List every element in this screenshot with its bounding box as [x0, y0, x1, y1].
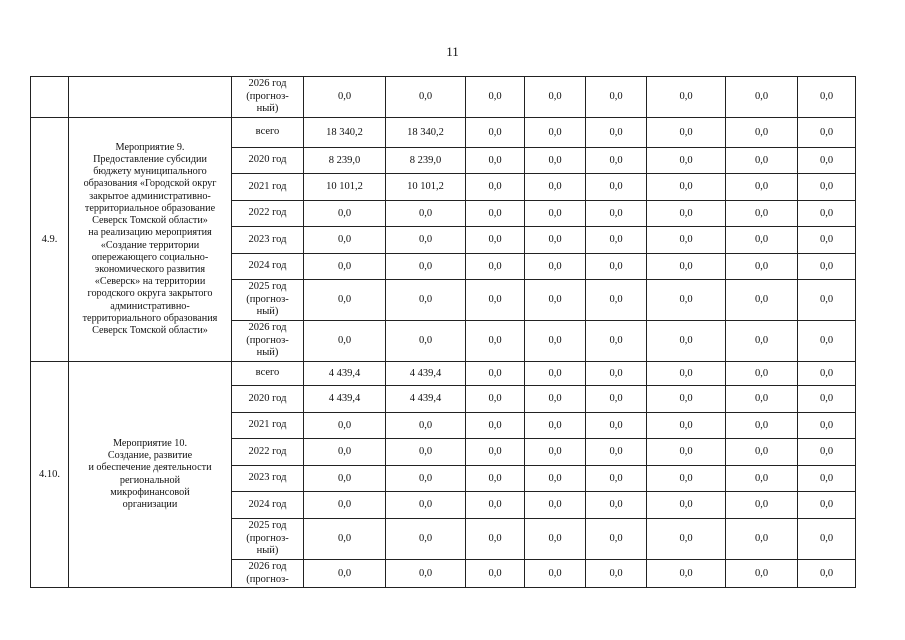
value-cell: 0,0	[586, 386, 647, 413]
value-cell: 0,0	[586, 118, 647, 148]
year-cell: 2022 год	[232, 201, 304, 227]
value-cell: 0,0	[525, 118, 586, 148]
value-cell: 0,0	[466, 77, 525, 118]
value-cell: 0,0	[586, 362, 647, 386]
value-cell: 0,0	[586, 519, 647, 560]
value-cell: 0,0	[647, 77, 726, 118]
value-cell: 0,0	[647, 519, 726, 560]
value-cell: 0,0	[647, 280, 726, 321]
value-cell: 0,0	[466, 174, 525, 201]
value-cell: 0,0	[586, 254, 647, 280]
value-cell: 0,0	[798, 466, 856, 492]
value-cell: 0,0	[798, 386, 856, 413]
value-cell: 0,0	[525, 560, 586, 588]
value-cell: 0,0	[525, 77, 586, 118]
value-cell: 0,0	[647, 227, 726, 254]
year-cell: 2023 год	[232, 227, 304, 254]
value-cell: 0,0	[798, 174, 856, 201]
activity-number: 4.9.	[31, 118, 69, 362]
value-cell: 0,0	[304, 439, 386, 466]
value-cell: 0,0	[466, 118, 525, 148]
value-cell: 4 439,4	[304, 386, 386, 413]
year-cell: 2026 год (прогноз-	[232, 560, 304, 588]
value-cell: 0,0	[647, 118, 726, 148]
value-cell: 0,0	[647, 466, 726, 492]
value-cell: 0,0	[798, 280, 856, 321]
value-cell: 0,0	[798, 439, 856, 466]
value-cell: 0,0	[647, 492, 726, 519]
table-body	[31, 77, 856, 588]
year-cell: всего	[232, 118, 304, 148]
year-cell: 2024 год	[232, 492, 304, 519]
value-cell: 0,0	[304, 519, 386, 560]
value-cell: 0,0	[525, 386, 586, 413]
year-cell: 2021 год	[232, 174, 304, 201]
value-cell: 0,0	[726, 413, 798, 439]
value-cell: 0,0	[798, 413, 856, 439]
value-cell: 0,0	[726, 560, 798, 588]
value-cell: 0,0	[586, 439, 647, 466]
value-cell: 0,0	[798, 77, 856, 118]
value-cell: 0,0	[304, 321, 386, 362]
value-cell: 0,0	[798, 321, 856, 362]
table-row	[31, 362, 856, 386]
value-cell: 4 439,4	[386, 362, 466, 386]
value-cell: 0,0	[647, 560, 726, 588]
value-cell: 0,0	[466, 466, 525, 492]
year-cell: 2026 год (прогноз- ный)	[232, 321, 304, 362]
value-cell: 0,0	[466, 321, 525, 362]
value-cell: 0,0	[586, 77, 647, 118]
value-cell: 0,0	[466, 560, 525, 588]
value-cell: 0,0	[586, 174, 647, 201]
value-cell: 0,0	[466, 413, 525, 439]
value-cell: 4 439,4	[304, 362, 386, 386]
value-cell: 8 239,0	[304, 148, 386, 174]
value-cell: 0,0	[525, 492, 586, 519]
activity-name-cell	[69, 118, 232, 362]
value-cell: 0,0	[647, 148, 726, 174]
value-cell: 0,0	[726, 227, 798, 254]
number-cell-empty	[31, 77, 69, 118]
table-row	[31, 118, 856, 148]
value-cell: 0,0	[525, 321, 586, 362]
value-cell: 0,0	[466, 254, 525, 280]
value-cell: 0,0	[466, 439, 525, 466]
value-cell: 0,0	[586, 148, 647, 174]
value-cell: 0,0	[726, 254, 798, 280]
value-cell: 0,0	[466, 492, 525, 519]
value-cell: 0,0	[647, 321, 726, 362]
value-cell: 0,0	[586, 492, 647, 519]
year-cell: 2024 год	[232, 254, 304, 280]
value-cell: 0,0	[525, 280, 586, 321]
value-cell: 0,0	[525, 148, 586, 174]
value-cell: 0,0	[304, 77, 386, 118]
value-cell: 0,0	[466, 280, 525, 321]
value-cell: 0,0	[726, 280, 798, 321]
value-cell: 0,0	[304, 560, 386, 588]
value-cell: 0,0	[386, 201, 466, 227]
year-cell: 2021 год	[232, 413, 304, 439]
value-cell: 0,0	[586, 280, 647, 321]
value-cell: 0,0	[586, 413, 647, 439]
value-cell: 0,0	[466, 519, 525, 560]
value-cell: 0,0	[586, 321, 647, 362]
value-cell: 0,0	[798, 362, 856, 386]
value-cell: 0,0	[525, 201, 586, 227]
value-cell: 0,0	[586, 227, 647, 254]
value-cell: 0,0	[304, 201, 386, 227]
value-cell: 0,0	[798, 492, 856, 519]
value-cell: 0,0	[466, 386, 525, 413]
budget-table	[30, 76, 856, 588]
value-cell: 0,0	[647, 362, 726, 386]
value-cell: 8 239,0	[386, 148, 466, 174]
value-cell: 0,0	[726, 321, 798, 362]
value-cell: 0,0	[647, 413, 726, 439]
value-cell: 0,0	[304, 466, 386, 492]
value-cell: 0,0	[726, 148, 798, 174]
value-cell: 0,0	[525, 466, 586, 492]
value-cell: 0,0	[466, 201, 525, 227]
value-cell: 0,0	[386, 519, 466, 560]
value-cell: 0,0	[726, 466, 798, 492]
value-cell: 0,0	[586, 560, 647, 588]
value-cell: 0,0	[304, 227, 386, 254]
table-row	[31, 77, 856, 118]
value-cell: 0,0	[586, 466, 647, 492]
value-cell: 0,0	[798, 118, 856, 148]
value-cell: 18 340,2	[386, 118, 466, 148]
value-cell: 0,0	[386, 413, 466, 439]
value-cell: 0,0	[304, 280, 386, 321]
value-cell: 4 439,4	[386, 386, 466, 413]
name-cell-empty	[69, 77, 232, 118]
value-cell: 0,0	[726, 174, 798, 201]
value-cell: 0,0	[466, 227, 525, 254]
year-cell: 2025 год (прогноз- ный)	[232, 280, 304, 321]
value-cell: 0,0	[386, 560, 466, 588]
value-cell: 0,0	[525, 439, 586, 466]
value-cell: 0,0	[726, 386, 798, 413]
activity-name: Мероприятие 9. Предоставление субсидии бюджету муниципального образования «Городской округ закрытое административно- территориальное образование Северск Томской области» на реализацию мероприятия «Создание территории опережающего социально- экономического развития «Северск» на территории городского округа закрытого административно- территориального образования Северск Томской области»	[82, 141, 218, 336]
value-cell: 0,0	[386, 77, 466, 118]
year-cell: 2020 год	[232, 148, 304, 174]
value-cell: 0,0	[386, 439, 466, 466]
value-cell: 0,0	[798, 254, 856, 280]
value-cell: 0,0	[647, 254, 726, 280]
value-cell: 0,0	[386, 492, 466, 519]
value-cell: 0,0	[798, 560, 856, 588]
value-cell: 0,0	[386, 466, 466, 492]
value-cell: 0,0	[525, 254, 586, 280]
activity-name-cell	[69, 362, 232, 588]
value-cell: 0,0	[466, 362, 525, 386]
value-cell: 0,0	[466, 148, 525, 174]
value-cell: 0,0	[525, 174, 586, 201]
value-cell: 0,0	[726, 492, 798, 519]
value-cell: 0,0	[525, 519, 586, 560]
year-cell: 2022 год	[232, 439, 304, 466]
value-cell: 0,0	[647, 174, 726, 201]
value-cell: 0,0	[798, 227, 856, 254]
value-cell: 0,0	[304, 254, 386, 280]
value-cell: 0,0	[798, 148, 856, 174]
value-cell: 0,0	[586, 201, 647, 227]
value-cell: 0,0	[726, 201, 798, 227]
value-cell: 10 101,2	[386, 174, 466, 201]
year-cell: всего	[232, 362, 304, 386]
activity-number: 4.10.	[31, 362, 69, 588]
value-cell: 0,0	[386, 254, 466, 280]
value-cell: 0,0	[304, 413, 386, 439]
value-cell: 0,0	[386, 280, 466, 321]
value-cell: 0,0	[726, 519, 798, 560]
value-cell: 0,0	[647, 201, 726, 227]
value-cell: 10 101,2	[304, 174, 386, 201]
value-cell: 0,0	[798, 201, 856, 227]
value-cell: 0,0	[647, 439, 726, 466]
value-cell: 0,0	[726, 118, 798, 148]
value-cell: 0,0	[386, 321, 466, 362]
year-cell: 2026 год (прогноз- ный)	[232, 77, 304, 118]
value-cell: 0,0	[726, 362, 798, 386]
year-cell: 2020 год	[232, 386, 304, 413]
value-cell: 0,0	[798, 519, 856, 560]
value-cell: 0,0	[525, 362, 586, 386]
page-number: 11	[446, 44, 459, 59]
value-cell: 0,0	[525, 227, 586, 254]
value-cell: 0,0	[304, 492, 386, 519]
value-cell: 18 340,2	[304, 118, 386, 148]
value-cell: 0,0	[726, 439, 798, 466]
year-cell: 2023 год	[232, 466, 304, 492]
value-cell: 0,0	[525, 413, 586, 439]
value-cell: 0,0	[726, 77, 798, 118]
value-cell: 0,0	[386, 227, 466, 254]
value-cell: 0,0	[647, 386, 726, 413]
year-cell: 2025 год (прогноз- ный)	[232, 519, 304, 560]
activity-name: Мероприятие 10. Создание, развитие и обеспечение деятельности региональной микрофинансовой организации	[88, 437, 212, 510]
